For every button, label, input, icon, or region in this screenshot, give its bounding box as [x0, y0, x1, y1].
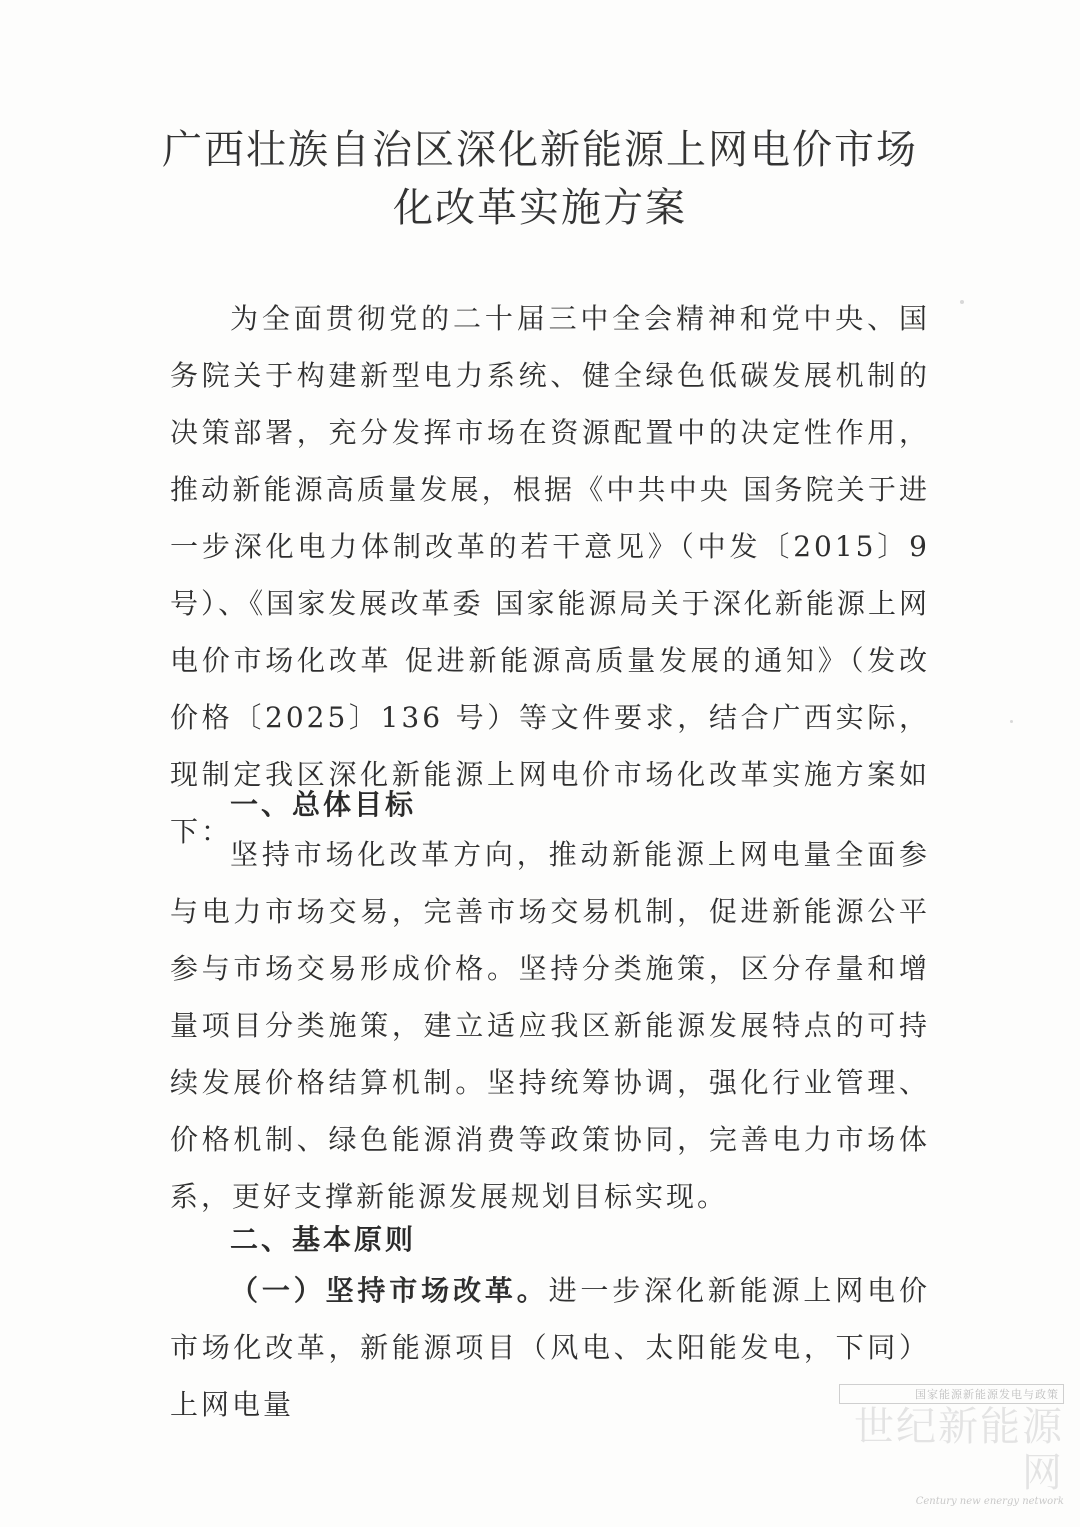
scan-speck [1010, 720, 1013, 723]
section-1-paragraph: 坚持市场化改革方向，推动新能源上网电量全面参与电力市场交易，完善市场交易机制，促进新能源公平参与市场交易形成价格。坚持分类施策，区分存量和增量项目分类施策，建立适应我区新能源发展特点的可持续发展价格结算机制。坚持统筹协调，强化行业管理、价格机制、绿色能源消费等政策协同，完善电力市场体系，更好支撑新能源发展规划目标实现。 [170, 838, 930, 1213]
principle-1-paragraph [170, 1262, 930, 1433]
intro-paragraph: 为全面贯彻党的二十届三中全会精神和党中央、国务院关于构建新型电力系统、健全绿色低碳发展机制的决策部署，充分发挥市场在资源配置中的决定性作用，推动新能源高质量发展，根据《中共中央 国务院关于进一步深化电力体制改革的若干意见》（中发〔2015〕9 号）、《国家发展改革委 国家能源局关于深化新能源上网电价市场化改革 促进新能源高质量发展的通知》（发改价格〔2025〕136 号）等文件要求，结合广西实际，现制定我区深化新能源上网电价市场化改革实施方案如下： [170, 302, 930, 848]
site-watermark [839, 1384, 1064, 1507]
principle-1-body: 进一步深化新能源上网电价市场化改革，新能源项目（风电、太阳能发电，下同）上网电量 [170, 1274, 930, 1421]
document-title-line-2: 化改革实施方案 [393, 185, 687, 231]
section-2-heading: 二、基本原则 [230, 1223, 417, 1256]
principle-1-lead: （一）坚持市场改革。 [230, 1274, 549, 1307]
watermark-sub-text: Century new energy network [915, 1496, 1064, 1507]
section-1-heading: 一、总体目标 [230, 788, 417, 821]
document-title-line-1: 广西壮族自治区深化新能源上网电价市场 [162, 127, 918, 173]
scan-speck [960, 300, 964, 304]
watermark-main-text: 世纪新能源网 [854, 1404, 1064, 1496]
watermark-top-text: 国家能源新能源发电与政策 [839, 1384, 1064, 1404]
